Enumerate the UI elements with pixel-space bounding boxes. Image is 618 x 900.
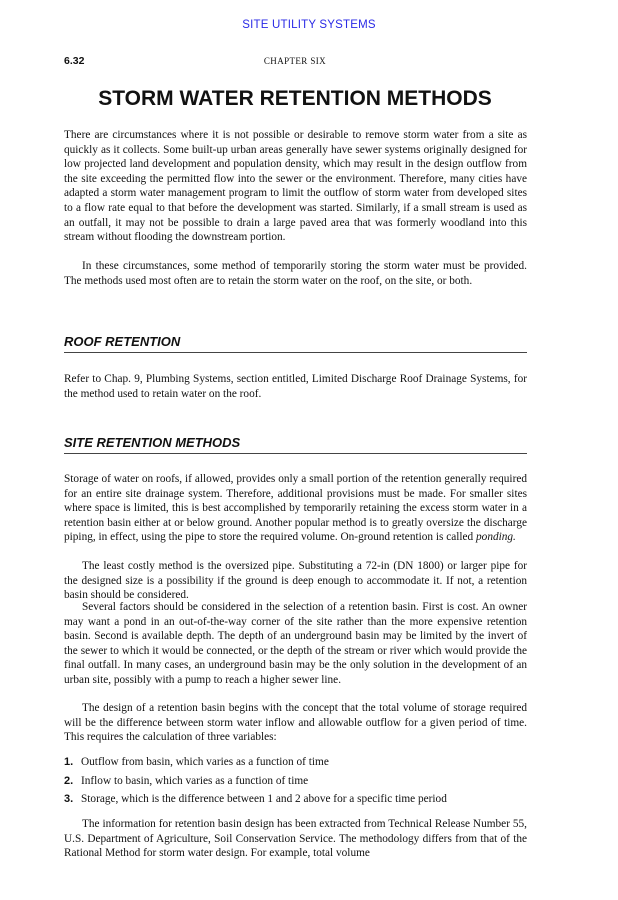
- list-text: Storage, which is the difference between 1 and 2 above for a specific time period: [81, 793, 447, 805]
- site-retention-paragraph-3: Several factors should be considered in the selection of a retention basin. First is cost. An owner may want a pond in an out-of-the-way corner of the site rather than the more expensive retention basin. Second is available depth. The depth of an underground basin may be limited by the invert of the sewer to which it would be connected, or the depth of the stream or river which would provide the final outfall. In many cases, an underground basin may be the only solution in the development of an urban site, possibly with a pump to reach a higher sewer line.: [64, 601, 527, 686]
- page-number: 6.32: [64, 55, 85, 67]
- roof-retention-heading: ROOF RETENTION: [64, 334, 527, 353]
- chapter-label: CHAPTER SIX: [263, 56, 327, 66]
- list-number: 3.: [64, 793, 74, 805]
- site-retention-paragraph-4: The design of a retention basin begins with the concept that the total volume of storage required will be the difference between storm water inflow and allowable outflow for a given period of time. This requires the calculation of three variables:: [64, 702, 527, 744]
- list-text: Outflow from basin, which varies as a function of time: [81, 756, 329, 768]
- site-retention-paragraph-1: [64, 472, 527, 545]
- list-item: [64, 755, 527, 774]
- page-title: STORM WATER RETENTION METHODS: [98, 87, 492, 110]
- running-header: SITE UTILITY SYSTEMS: [242, 19, 376, 31]
- variables-list: [64, 755, 527, 811]
- paragraph-text: Storage of water on roofs, if allowed, provides only a small portion of the retention generally required for an entire site drainage system. Therefore, additional provisions must be made. For smaller sites where space is limited, this is best accomplished by temporarily retaining the excess storm water in a retention basin either at or below ground. Another popular method is to greatly oversize the discharge piping, in effect, using the pipe to store the required volume. On-ground retention is called: [64, 473, 527, 544]
- term-ponding: ponding.: [476, 531, 516, 544]
- list-text: Inflow to basin, which varies as a function of time: [81, 774, 309, 787]
- site-retention-heading: SITE RETENTION METHODS: [64, 435, 527, 454]
- roof-retention-paragraph: Refer to Chap. 9, Plumbing Systems, section entitled, Limited Discharge Roof Drainage Systems, for the method used to retain water on the roof.: [64, 373, 527, 400]
- intro-paragraph-2: In these circumstances, some method of temporarily storing the storm water must be provided. The methods used most often are to retain the storm water on the roof, on the site, or both.: [64, 260, 527, 287]
- site-retention-paragraph-2: The least costly method is the oversized pipe. Substituting a 72-in (DN 1800) or larger pipe for the designed size is a possibility if the ground is deep enough to accommodate it. If not, a retention basin should be considered.: [64, 560, 527, 602]
- list-item: [64, 774, 527, 793]
- site-retention-paragraph-5: The information for retention basin design has been extracted from Technical Release Number 55, U.S. Department of Agriculture, Soil Conservation Service. The methodology differs from that of the Rational Method for storm water design. For example, total volume: [64, 818, 527, 860]
- intro-paragraph-1: There are circumstances where it is not possible or desirable to remove storm water from a site as quickly as it collects. Some built-up urban areas generally have sewer systems originally designed for low projected land development and population density, which may result in the design outflow from the site exceeding the permitted flow into the sewer or the environment. Therefore, many cities have adapted a storm water management program to limit the outflow of storm water from developed sites to a flow rate equal to that before the development was started. Similarly, if a small stream is used as an outfall, it may not be possible to drain a large paved area that was formerly woodland into this stream without flooding the downstream portion.: [64, 129, 527, 244]
- list-number: 1.: [64, 756, 74, 768]
- list-number: 2.: [64, 774, 74, 787]
- list-item: [64, 792, 527, 811]
